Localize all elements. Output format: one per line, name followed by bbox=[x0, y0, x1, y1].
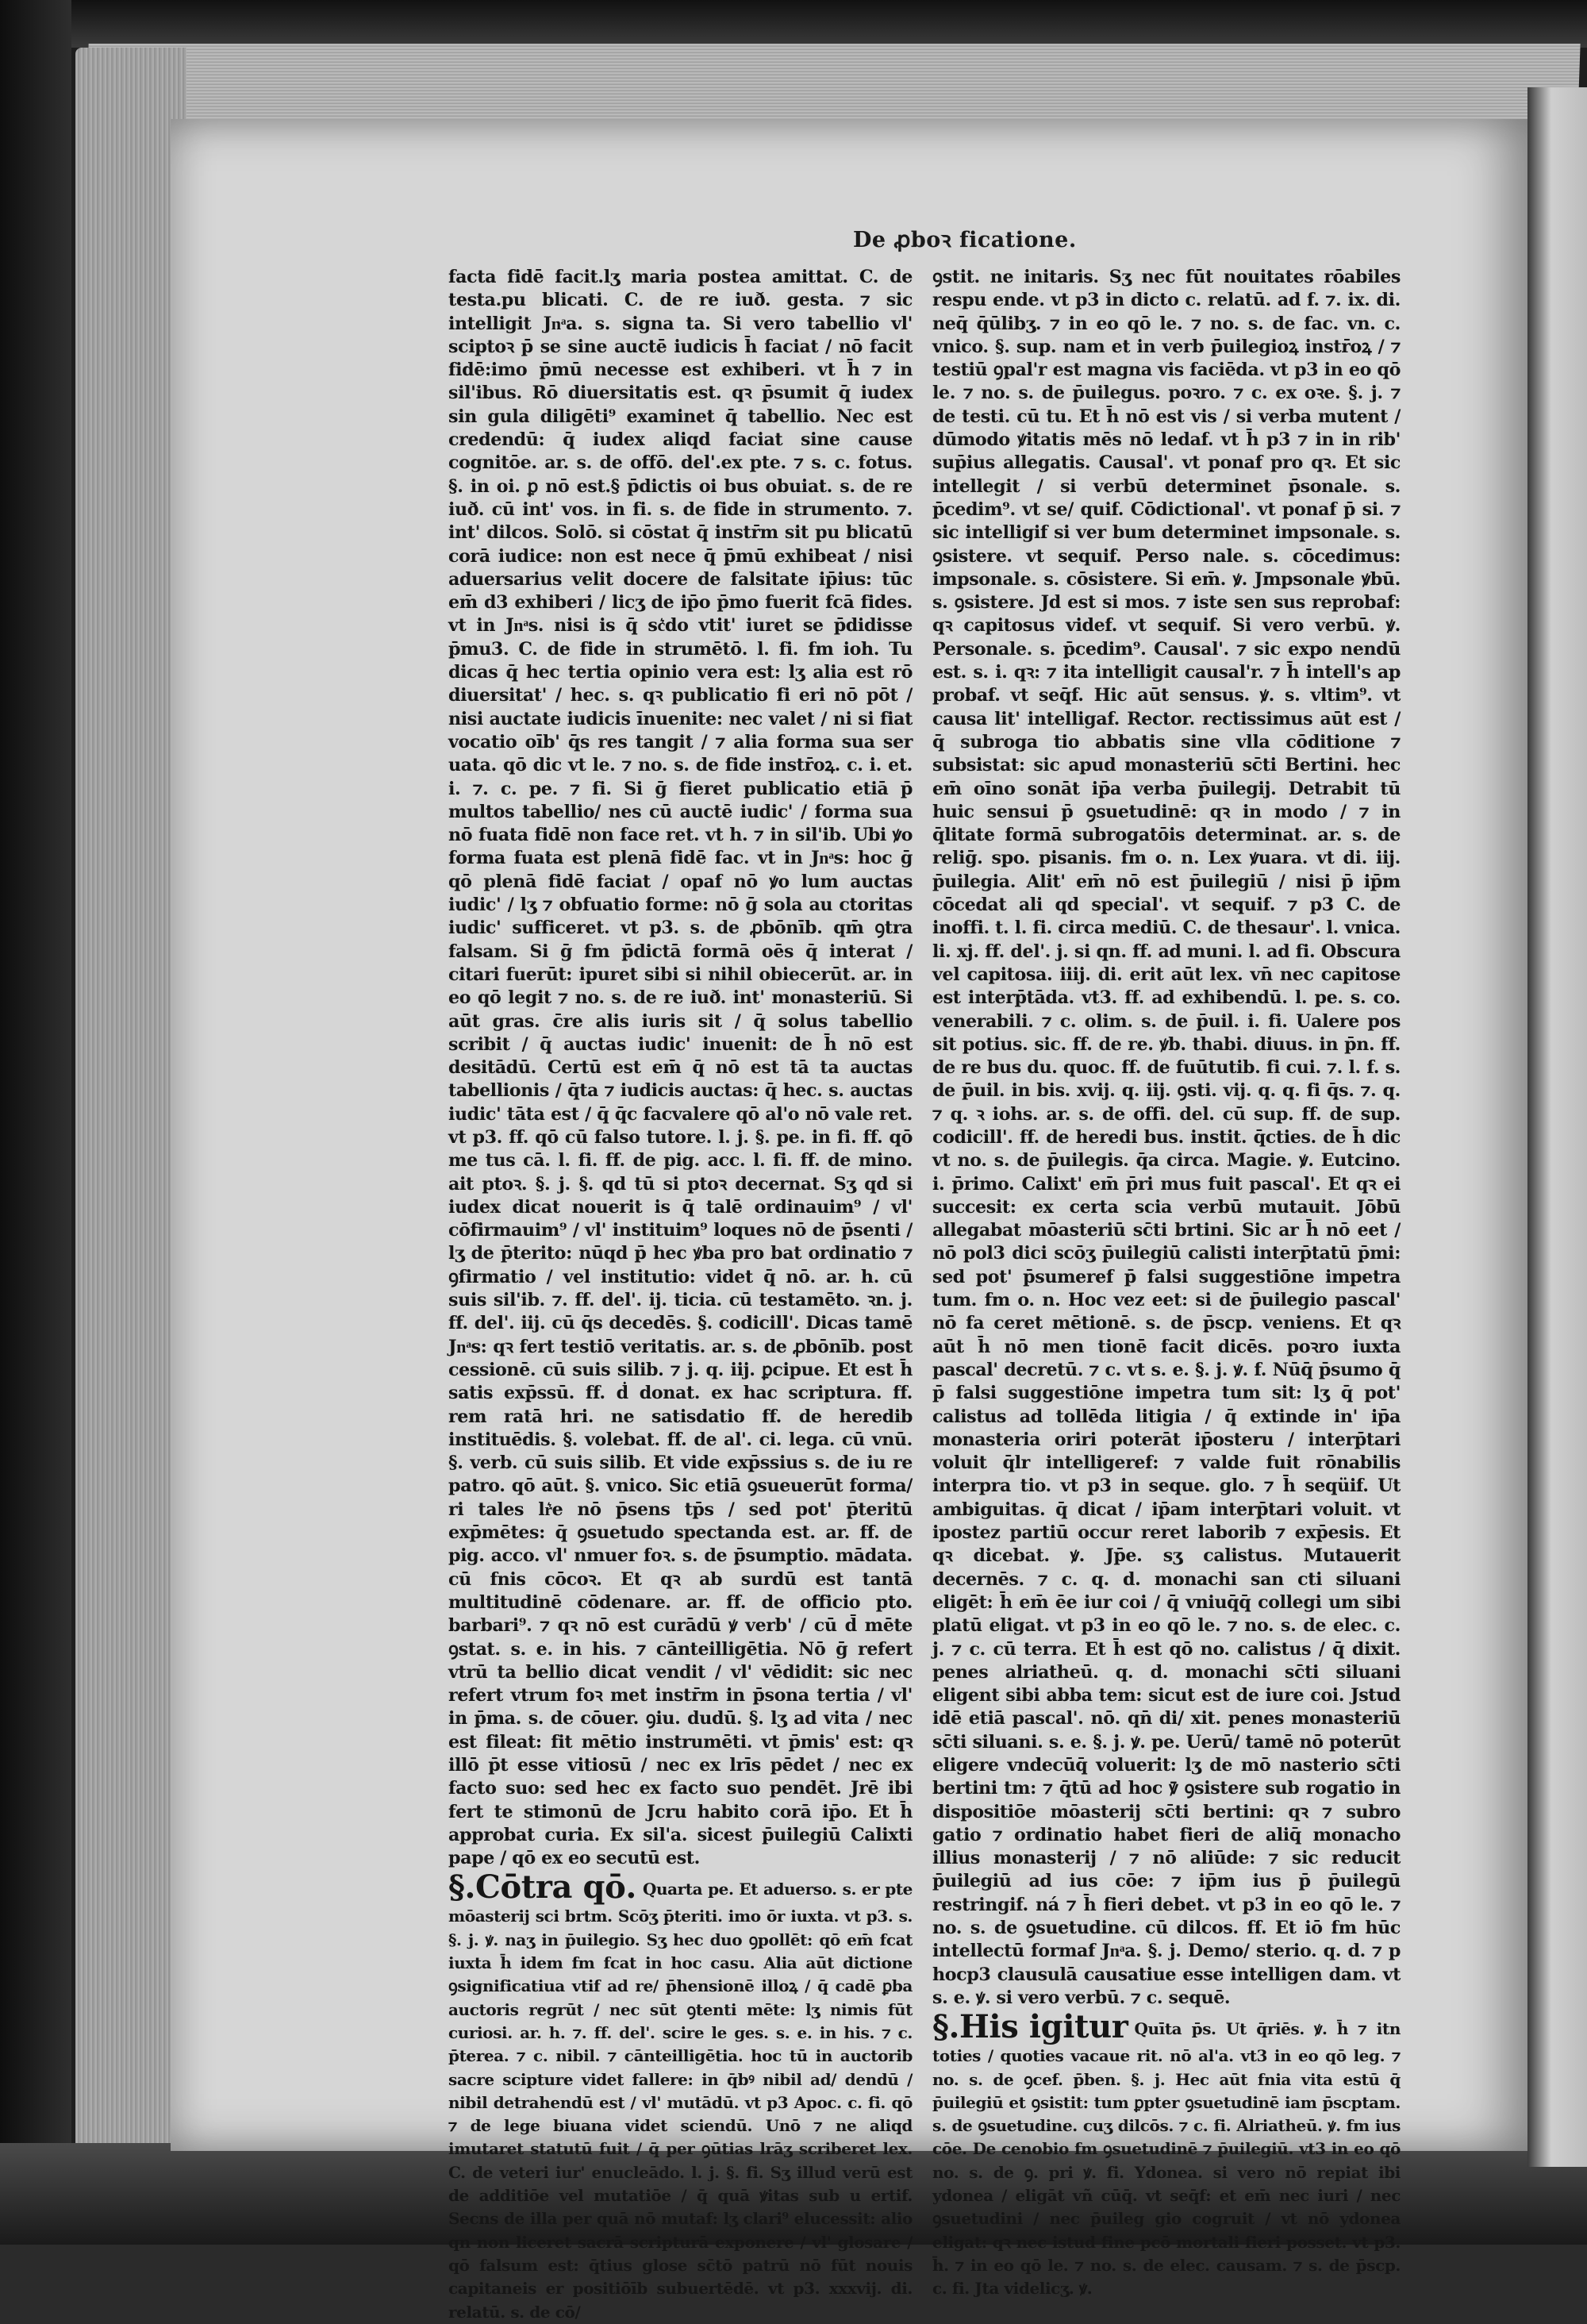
right-column-section bbox=[932, 2010, 1401, 2300]
page-edges-top bbox=[86, 44, 1580, 119]
running-title: De ꝓboꝛ ficatione. bbox=[853, 228, 1077, 252]
right-column-text: ꝯstit. ne initaris. Sʒ nec fūt nouitates rōabiles respu ende. vt p3 in dicto c. relatū. ad f. ⁊. ix. di. neq̄ q̄ūlibʒ. ⁊ in eo qō le. ⁊ no. s. de fac. vn. c. vnico. §. sup. nam et in verb p̄uilegioꝝ instr̄oꝝ / ⁊ testiū ꝯpal'r est magna vis faciēda. vt p3 in eo qō le. ⁊ no. s. de p̄uilegus. poꝛro. ⁊ c. ex oꝛe. §. j. ⁊ de testi. cū tu. Et h̄ nō est vis / si verba mutent / dūmodo ꝟitatis mēs nō ledaf. vt h̄ p3 ⁊ in in rib' sup̄ius allegatis. Causal'. vt ponaf pro qꝛ. Et sic intellegit / si verbū determinet p̄sonale. s. p̄cedim⁹. vt se/ quif. Cōdictional'. vt ponaf p̄ si. ⁊ sic intelligif si ver bum determinet impsonale. s. ꝯsistere. vt sequif. Perso nale. s. cōcedimus: impsonale. s. cōsistere. Si em̄. ꝟ. Jmpsonale ꝟbū. s. ꝯsistere. Jd est si mos. ⁊ iste sen sus reprobaf: qꝛ capitosus videf. vt sequif. Si vero verbū. ꝟ. Personale. s. p̄cedim⁹. Causal'. ⁊ sic expo nendū est. s. i. qꝛ: ⁊ ita intelligit causal'r. ⁊ h̄ intell's ap probaf. vt seq̄f. Hic aūt sensus. ꝟ. s. vltim⁹. vt causa lit' intelligaf. Rector. rectissimus aūt est / q̄ subroga tio abbatis sine vlla cōditione ⁊ subsistat: sic apud monasteriū sc̄ti Bertini. hec em̄ oīno sonāt ip̄a verba p̄uilegij. Detrabit tū huic sensui p̄ ꝯsuetudinē: qꝛ in modo / ⁊ in q̄litate formā subrogatōis determinat. ar. s. de reliḡ. spo. pisanis. fm o. n. Lex ꝟuara. vt di. iij. p̄uilegia. Alit' em̄ nō est p̄uilegiū / nisi p̄ ip̄m cōcedat ali qd special'. vt sequif. ⁊ p3 C. de inoffi. t. l. fi. circa mediū. C. de thesaur'. l. vnica. li. xj. ff. del'. j. si qn. ff. ad muni. l. ad fi. Obscura vel capitosa. iiij. di. erit aūt lex. vn̄ nec capitose est interp̄tāda. vt3. ff. ad exhibendū. l. pe. s. co. venerabili. ⁊ c. olim. s. de p̄uil. i. fi. Ualere pos sit potius. sic. ff. de re. ꝟb. thabi. diuus. in p̄n. ff. de re bus du. quoc. ff. de fuūtutib. fi cui. ⁊. l. f. s. de p̄uil. in bis. xvij. q. iij. ꝯsti. vij. q. q. fi q̄s. ⁊. q. ⁊ q. ꝛ iohs. ar. s. de offi. del. cū sup. ff. de sup. codicill'. ff. de heredi bus. instit. q̄cties. de h̄ dic vt no. s. de p̄uilegis. q̄a circa. Magie. ꝟ. Eutcino. i. p̄rimo. Calixt' em̄ p̄ri mus fuit pascal'. Et qꝛ ei succesit: ex certa scia verbū mutauit. Jōbū allegabat mōasteriū sc̄ti brtini. Sic ar h̄ nō eet / nō pol3 dici scōʒ p̄uilegiū calisti interp̄tatū p̄mi: sed pot' p̄sumeref p̄ falsi suggestiōne impetra tum. fm o. n. Hoc vez eet: si de p̄uilegio pascal' nō fa ceret mētionē. s. de p̄scp. veniens. Et qꝛ aūt h̄ nō men tionē facit dicēs. poꝛro iuxta pascal' decretū. ⁊ c. vt s. e. §. j. ꝟ. f. Nūq̄ p̄sumo q̄ p̄ falsi suggestiōne impetra tum sit: lʒ q̄ pot' calistus ad tollēda litigia / q̄ extinde in' ip̄a monasteria oriri poterāt ip̄osteru / interp̄tari voluit q̄lr intelligeref: ⁊ valde fuit rōnabilis interpra tio. vt p3 in seque. glo. ⁊ h̄ seqüif. Ut ambiguitas. q̄ dicat / ip̄am interp̄tari voluit. vt ipostez partiū occur reret laborib ⁊ exp̄esis. Et qꝛ dicebat. ꝟ. Jp̄e. sʒ calistus. Mutauerit decernēs. ⁊ c. q. d. monachi san cti siluani eligēt: h̄ em̄ ēe iur coi / q̄ vniuq̄q̄ collegi um sibi platū eligat. vt p3 in eo qō le. ⁊ no. s. de elec. c. j. ⁊ c. cū terra. Et h̄ est qō no. calistus / q̄ dixit. penes alriatheū. q. d. monachi sc̄ti siluani eligent sibi abba tem: sicut est de iure coi. Jstud idē etiā pascal'. nō. qn̄ di/ xit. penes monasteriū sc̄ti siluani. s. e. §. j. ꝟ. pe. Uerū/ tamē nō poterūt eligere vndecūq̄ voluerit: lʒ de mō nasterio sc̄ti bertini tm: ⁊ q̄tū ad hoc ꝟ̄ ꝯsistere sub rogatio in dispositiōe mōasterij sc̄ti bertini: qꝛ ⁊ subro gatio ⁊ ordinatio habet fieri de aliq̄ monacho illius monasterij / ⁊ nō aliūde: ⁊ sic reducit p̄uilegiū ad ius cōe: ⁊ ip̄m ius p̄ p̄uilegū restringif. ná ⁊ h̄ fieri debet. vt p3 in eo qō le. ⁊ no. s. de ꝯsuetudine. cū dilcos. ff. Et iō fm hūc intellectū formaf Jnͣa. §. j. Demo/ sterio. q. d. ⁊ p hocp3 clausulā causatiue esse intelligen dam. vt s. e. ꝟ. si vero verbū. ⁊ c. sequē. bbox=[932, 267, 1401, 2008]
left-column-text-after: Quarta pe. Et aduerso. s. er pte mōasterij sci brtm. Scōʒ p̄teriti. imo ōr iuxta. vt p3. s. §. j. ꝟ. naʒ in p̄uilegio. Sʒ hec duo ꝯpollēt: qō em̄ fcat iuxta h̄ idem fm fcat in hoc casu. Alia aūt dictione ꝯsignificatiua vtif ad re/ p̄hensionē illoꝝ / q̄ cadē ꝑba auctoris regrūt / nec sūt ꝯtenti mēte: lʒ nimis fūt curiosi. ar. h. ⁊. ff. del'. scire le ges. s. e. in his. ⁊ c. p̄terea. ⁊ c. nibil. ⁊ cānteilligētia. hoc tū in auctorib sacre scipture videt fallere: in q̄bꝰ nibil ad/ dendū / nibil detrahendū est / vl' mutādū. vt p3 Apoc. c. fi. qō ⁊ de lege biuana videt sciendū. Unō ⁊ ne aliqd imutaret statutū fuit / q̄ per ꝯūtias lrāʒ scriberet lex. C. de veteri iur' enucleādo. l. j. §. fi. Sʒ illud verū est de additiōe vel mutatiōe / q̄ quā ꝟitas sub u ertif. Secns de illa per quā nō mutaf: lʒ clari⁹ elucessit: alio qn non liceret sacrā scripturā exponere / vl' glosare / qō falsum est: q̄tius glose sc̄tō patrū nō fūt nouis capitaneis er positiōīb subuertēdē. vt p3. xxxvij. di. relatū. s. de cō/ bbox=[448, 1880, 913, 2322]
page-edges-left bbox=[75, 48, 186, 2151]
book-cover-top bbox=[0, 0, 1587, 48]
right-column bbox=[932, 266, 1401, 2301]
book-cover-left bbox=[0, 0, 71, 2245]
section-rubric: §.His igitur bbox=[932, 2008, 1128, 2046]
section-rubric: §.Cōtra qō. bbox=[448, 1868, 636, 1907]
left-column-section bbox=[448, 1870, 913, 2323]
right-column-text-after: Quīta p̄s. Ut q̄riēs. ꝟ. h̄ ⁊ itn toties / quoties vacaue rit. nō al'a. vt3 in eo qō leg. ⁊ no. s. de ꝯcef. p̄ben. §. j. Hec aūt fnia vita estū q̄ p̄uilegiū et ꝯsistit: tum ꝑpter ꝯsuetudinē iam p̄scptam. s. de ꝯsuetudine. cuʒ dilcōs. ⁊ c. fi. Alriatheū. ꝟ. fm ius cōe. De cenobio fm ꝯsuetudinē ⁊ p̄uilegiū. vt3 in eo qō no. s. de ꝯ. pri ꝟ. fi. Ydonea. si vero nō repiat ibi ydonea / eligāt vñ cūq̄. vt seq̄f: et em̄ nec iuri / nec ꝯsuetudini / nec p̄uileg gio cogruit / vt nō ydonea eligat: qꝛ nec istud fine pcō mortali fieri posset. vt p3. h̄. ⁊ in eo qō le. ⁊ no. s. de elec. causam. ⁊ s. de p̄scp. c. fi. Jta videlicʒ. ꝟ. bbox=[932, 2019, 1401, 2299]
facing-page bbox=[1527, 87, 1587, 2167]
left-column bbox=[448, 266, 913, 2324]
left-column-text: facta fidē facit.lʒ maria postea amittat. C. de testa.pu blicati. C. de re iuð. gesta. ⁊ sic intelligit Jnͣa. s. signa ta. Si vero tabellio vl' sciptoꝛ p̄ se sine auctē iudicis h̄ faciat / nō facit fidē:imo p̄mū necesse est exhiberi. vt h̄ ⁊ in sil'ibus. Rō diuersitatis est. qꝛ p̄sumit q̄ iudex sin gula diligēti⁹ examinet q̄ tabellio. Nec est credendū: q̄ iudex aliqd faciat sine cause cognitōe. ar. s. de offō. del'.ex pte. ⁊ s. c. fotus. §. in oi. ꝑ nō est.§ p̄dictis oi bus obuiat. s. de re iuð. cū int' vos. in fi. s. de fide in strumento. ⁊. int' dilcos. Solō. si cōstat q̄ instr̄m sit pu blicatū corā iudice: non est nece q̄ p̄mū exhibeat / nisi aduersarius velit docere de falsitate ip̄ius: tūc em̄ d3 exhiberi / licʒ de ip̄o p̄mo fuerit fcā fides. vt in Jnͣs. nisi is q̄ sc͛do vtit' iuret se p̄didisse p̄mu3. C. de fide in strumētō. l. fi. fm ioh. Tu dicas q̄ hec tertia opinio vera est: lʒ alia est rō diuersitat' / hec. s. qꝛ publicatio fi eri nō pōt / nisi auctate iudicis īnuenite: nec valet / ni si fiat vocatio oīb' q̄s res tangit / ⁊ alia forma sua ser uata. qō dic vt le. ⁊ no. s. de fide instr̄oꝝ. c. i. et. i. ⁊. c. pe. ⁊ fi. Si ḡ fieret publicatio etiā p̄ multos tabellio/ nes cū auctē iudic' / forma sua nō fuata fidē non face ret. vt h. ⁊ in sil'ib. Ubi ꝟo forma fuata est plenā fidē fac. vt in Jnͣs: hoc ḡ qō plenā fidē faciat / opaf nō ꝟo lum auctas iudic' / lʒ ⁊ obfuatio forme: nō ḡ sola au ctoritas iudic' sufficeret. vt p3. s. de ꝓbōnīb. qm̄ ꝯtra falsam. Si ḡ fm p̄dictā formā oēs q̄ interat / citari fuerūt: ipuret sibi si nihil obiecerūt. ar. in eo qō legit ⁊ no. s. de re iuð. int' monasteriū. Si aūt gras. c̄re alis iuris sit / q̄ solus tabellio scribit / q̄ auctas iudic' inuenit: de h̄ nō est desitādū. Certū est em̄ q̄ nō est tā ta auctas tabellionis / q̄ta ⁊ iudicis auctas: q̄ hec. s. auctas iudic' tāta est / q̄ q̄c facvalere qō al'o nō vale ret. vt p3. ff. qō cū falso tutore. l. j. §. pe. in fi. ff. qō me tus cā. l. fi. ff. de pig. acc. l. fi. ff. de mino. ait ptoꝛ. §. j. §. qd tū si ptoꝛ decernat. Sʒ qd si iudex dicat nouerit is q̄ talē ordinauim⁹ / vl' cōfirmauim⁹ / vl' instituim⁹ loques nō de p̄senti / lʒ de p̄terito: nūqd p̄ hec ꝟba pro bat ordinatio ⁊ ꝯfirmatio / vel institutio: videt q̄ nō. ar. h. cū suis sil'ib. ⁊. ff. del'. ij. ticia. cū testamēto. ꝛn. j. ff. del'. iij. cū q̄s decedēs. §. codicill'. Dicas tamē Jnͣs: qꝛ fert testiō veritatis. ar. s. de ꝓbōnīb. post cessionē. cū suis silib. ⁊ j. q. iij. ꝑcipue. Et est h̄ satis exp̄ssū. ff. ḋ donat. ex hac scriptura. ff. rem ratā hri. ne satisdatio ff. de heredib instituēdis. §. volebat. ff. de al'. ci. lega. cū vnū. §. verb. cū suis silib. Et vide exp̄ssius s. de iu re patro. qō aūt. §. vnico. Sic etiā ꝯsueuerūt forma/ ri tales lr͛e nō p̄sens tp̄s / sed pot' p̄teritū exp̄mētes: q̄ ꝯsuetudo spectanda est. ar. ff. de pig. acco. vl' nmuer foꝛ. s. de p̄sumptio. mādata. cū fnis cōcoꝛ. Et qꝛ ab surdū est tantā multitudinē cōdenare. ar. ff. de officio pto. barbari⁹. ⁊ qꝛ nō est curādū ꝟ verb' / cū d̄ mēte ꝯstat. s. e. in his. ⁊ cānteilligētia. Nō ḡ refert vtrū ta bellio dicat vendit / vl' vēdidit: sic nec refert vtrum foꝛ met instr̄m in p̄sona tertia / vl' in p̄ma. s. de cōuer. ꝯiu. dudū. §. lʒ ad vita / nec est fileat: fit mētio instrumēti. vt p̄mis' est: qꝛ illō p̄t esse vitiosū / nec ex lrīs pēdet / nec ex facto suo: sed hec ex facto suo pendēt. Jrē ibi fert te stimonū de Jcru habito corā ip̄o. Et h̄ approbat curia. Ex sil'a. sicest p̄uilegiū Calixti pape / qō ex eo secutū est. bbox=[448, 267, 913, 1869]
